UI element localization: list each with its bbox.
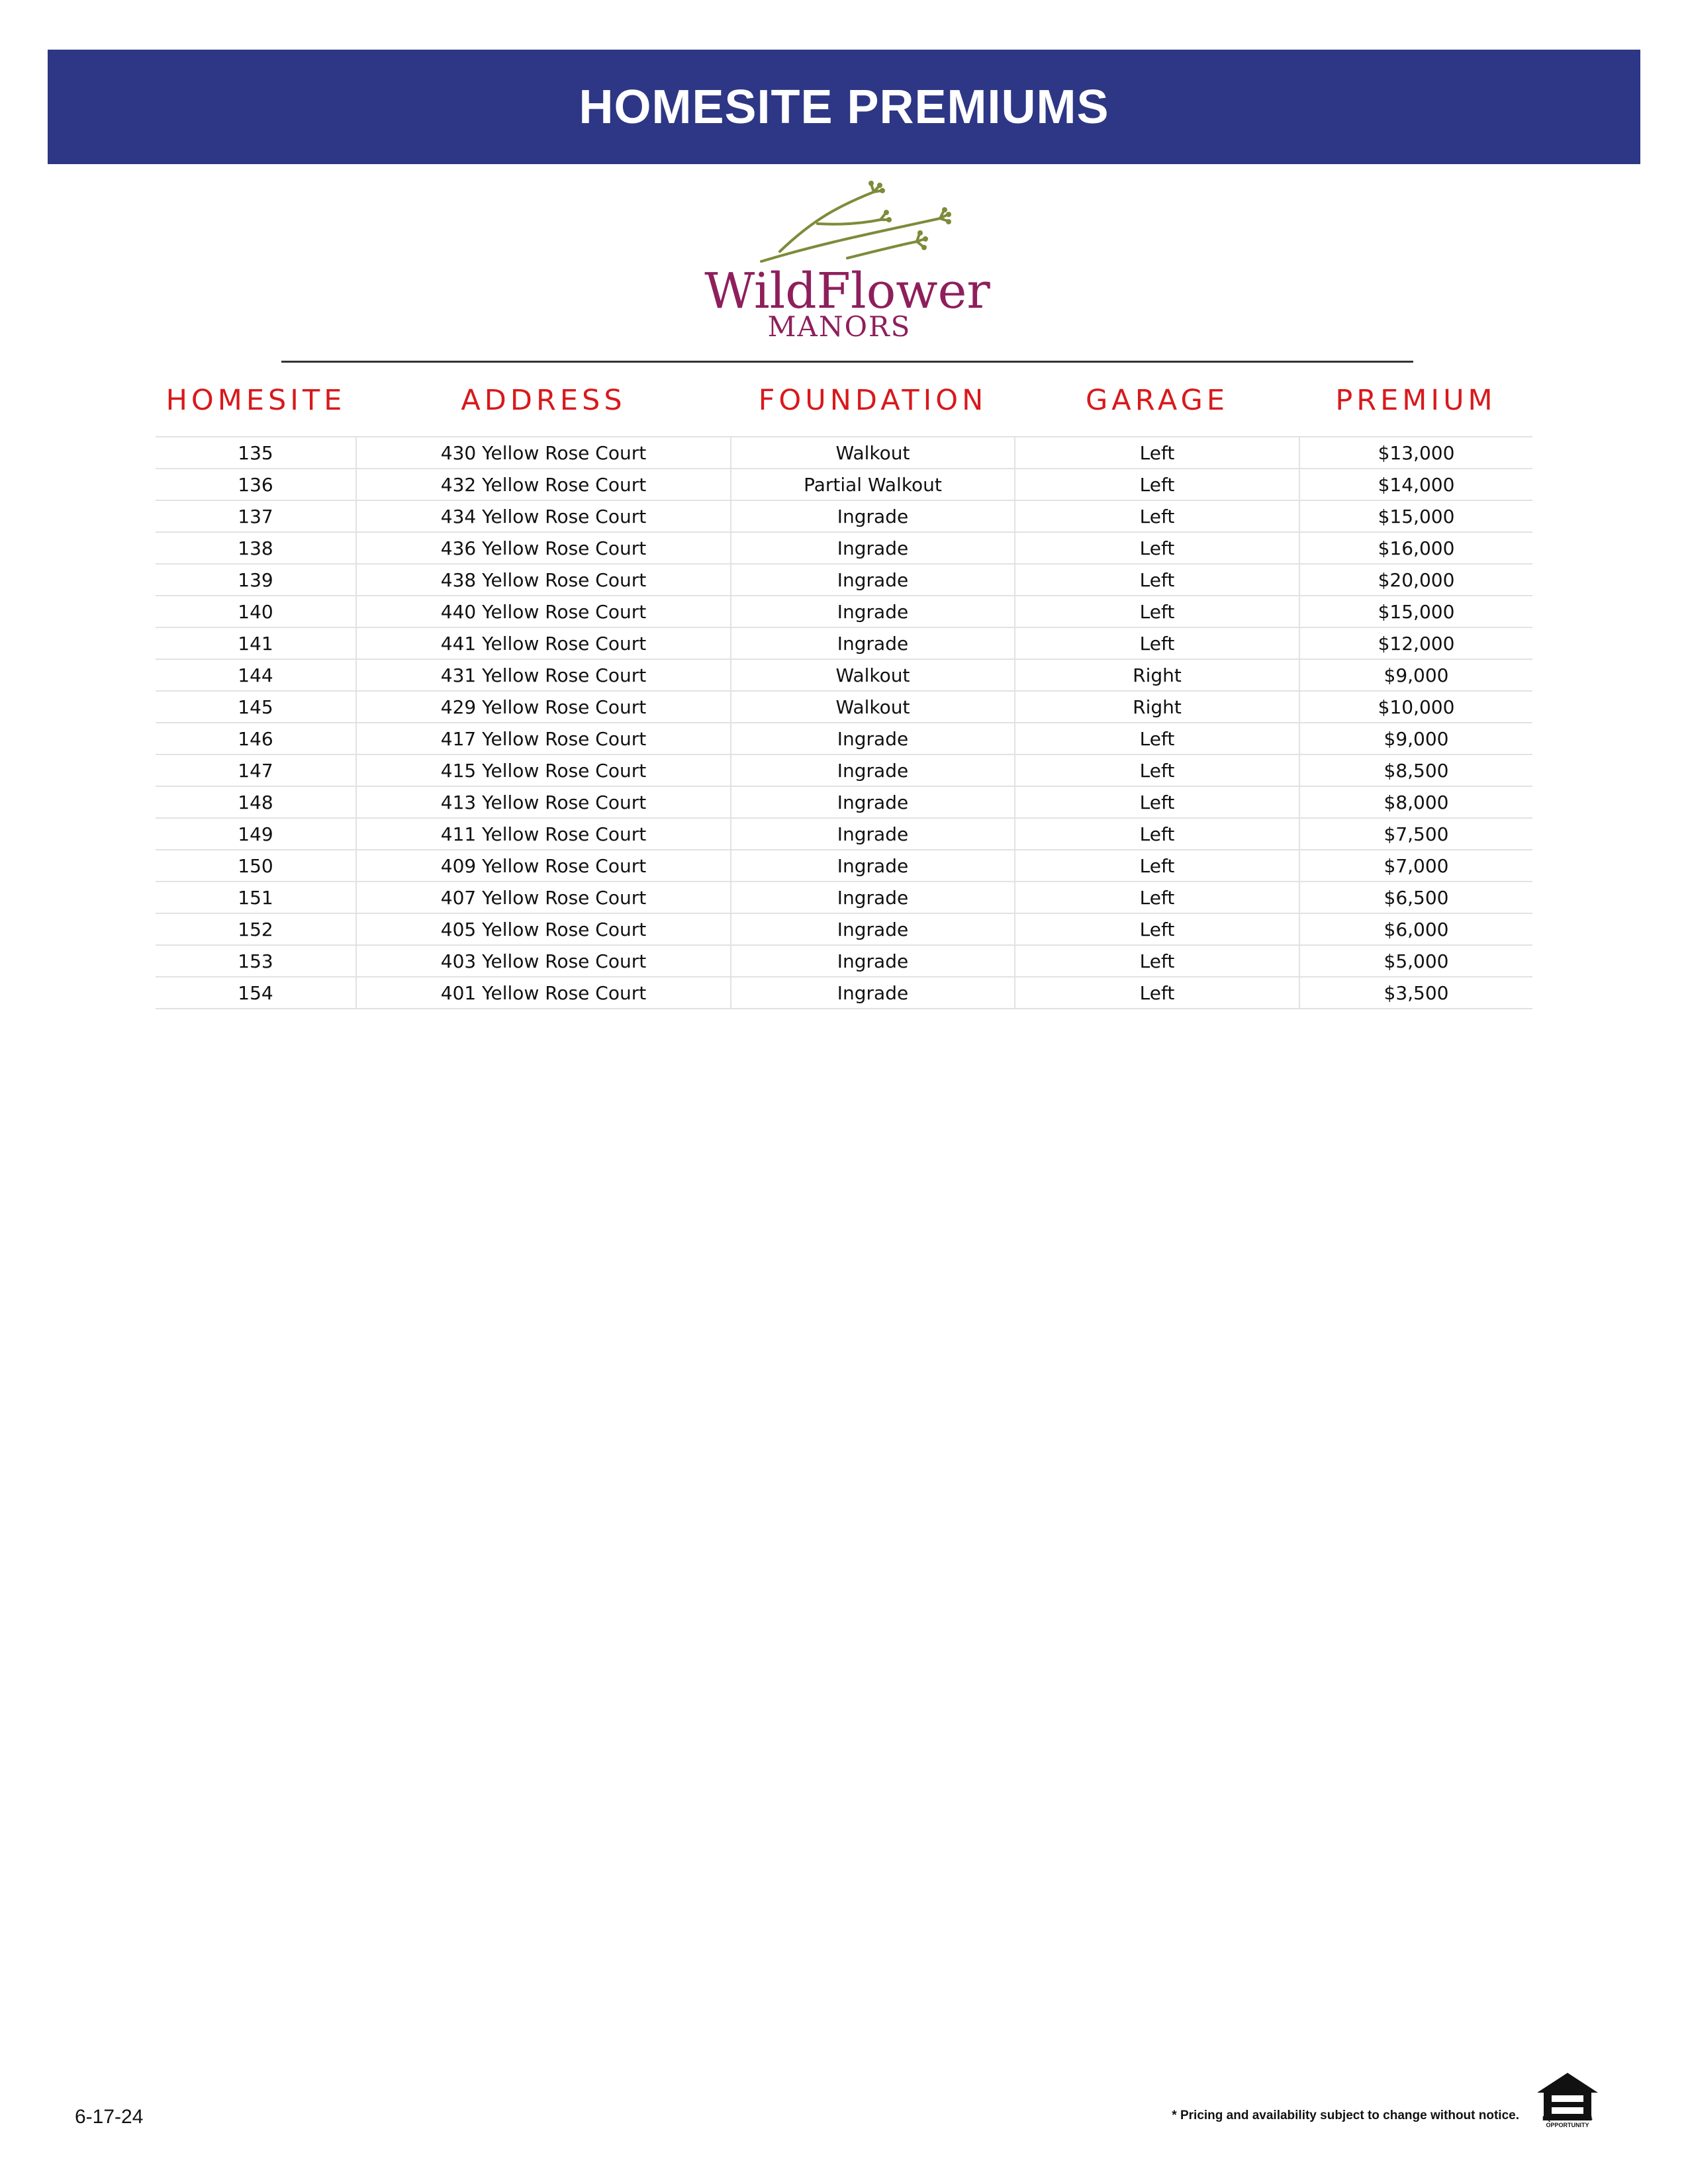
homesite-cell: 141 <box>156 627 356 659</box>
foundation-cell: Ingrade <box>731 564 1015 596</box>
table-row <box>156 500 1532 532</box>
garage-cell: Left <box>1015 564 1299 596</box>
table-row <box>156 659 1532 691</box>
address-cell: 432 Yellow Rose Court <box>356 469 731 500</box>
premium-cell: $13,000 <box>1299 437 1532 469</box>
table-row <box>156 469 1532 500</box>
homesite-cell: 146 <box>156 723 356 754</box>
foundation-cell: Walkout <box>731 691 1015 723</box>
foundation-cell: Ingrade <box>731 500 1015 532</box>
revision-date: 6-17-24 <box>75 2106 144 2128</box>
homesite-cell: 147 <box>156 754 356 786</box>
foundation-cell: Ingrade <box>731 723 1015 754</box>
foundation-cell: Ingrade <box>731 754 1015 786</box>
address-cell: 430 Yellow Rose Court <box>356 437 731 469</box>
column-headers <box>156 381 1532 420</box>
address-cell: 441 Yellow Rose Court <box>356 627 731 659</box>
garage-cell: Left <box>1015 437 1299 469</box>
homesite-cell: 149 <box>156 818 356 850</box>
address-cell: 438 Yellow Rose Court <box>356 564 731 596</box>
garage-cell: Left <box>1015 882 1299 913</box>
garage-cell: Left <box>1015 786 1299 818</box>
garage-cell: Right <box>1015 659 1299 691</box>
homesite-cell: 152 <box>156 913 356 945</box>
garage-cell: Left <box>1015 754 1299 786</box>
homesite-cell: 144 <box>156 659 356 691</box>
column-header-homesite: HOMESITE <box>165 384 346 417</box>
foundation-cell: Ingrade <box>731 977 1015 1009</box>
column-header-address: ADDRESS <box>461 384 626 417</box>
premium-cell: $9,000 <box>1299 659 1532 691</box>
address-cell: 434 Yellow Rose Court <box>356 500 731 532</box>
column-header-garage: GARAGE <box>1085 384 1229 417</box>
address-cell: 429 Yellow Rose Court <box>356 691 731 723</box>
address-cell: 409 Yellow Rose Court <box>356 850 731 882</box>
table-row <box>156 627 1532 659</box>
foundation-cell: Ingrade <box>731 786 1015 818</box>
foundation-cell: Ingrade <box>731 627 1015 659</box>
garage-cell: Left <box>1015 469 1299 500</box>
homesite-cell: 151 <box>156 882 356 913</box>
address-cell: 407 Yellow Rose Court <box>356 882 731 913</box>
foundation-cell: Ingrade <box>731 850 1015 882</box>
logo-wordmark: WildFlower <box>704 263 990 320</box>
premium-cell: $15,000 <box>1299 596 1532 627</box>
title-banner <box>48 50 1640 164</box>
homesite-cell: 150 <box>156 850 356 882</box>
garage-cell: Left <box>1015 596 1299 627</box>
table-row <box>156 913 1532 945</box>
address-cell: 413 Yellow Rose Court <box>356 786 731 818</box>
address-cell: 417 Yellow Rose Court <box>356 723 731 754</box>
table-row <box>156 723 1532 754</box>
garage-cell: Left <box>1015 532 1299 564</box>
table-row <box>156 945 1532 977</box>
foundation-cell: Ingrade <box>731 596 1015 627</box>
foundation-cell: Ingrade <box>731 945 1015 977</box>
table-row <box>156 818 1532 850</box>
premium-cell: $10,000 <box>1299 691 1532 723</box>
table-body <box>156 437 1532 1009</box>
premium-cell: $9,000 <box>1299 723 1532 754</box>
address-cell: 440 Yellow Rose Court <box>356 596 731 627</box>
address-cell: 401 Yellow Rose Court <box>356 977 731 1009</box>
table-row <box>156 754 1532 786</box>
foundation-cell: Walkout <box>731 659 1015 691</box>
column-header-premium: PREMIUM <box>1335 384 1497 417</box>
pricing-disclaimer: * Pricing and availability subject to change without notice. <box>1172 2109 1519 2122</box>
garage-cell: Left <box>1015 945 1299 977</box>
premium-cell: $7,000 <box>1299 850 1532 882</box>
premium-cell: $6,500 <box>1299 882 1532 913</box>
foundation-cell: Walkout <box>731 437 1015 469</box>
table-row <box>156 532 1532 564</box>
homesite-cell: 136 <box>156 469 356 500</box>
equal-housing-label <box>1529 2115 1606 2128</box>
equal-housing-line2: OPPORTUNITY <box>1546 2122 1589 2128</box>
table-row <box>156 977 1532 1009</box>
premium-cell: $16,000 <box>1299 532 1532 564</box>
foundation-cell: Ingrade <box>731 532 1015 564</box>
table-row <box>156 596 1532 627</box>
premium-cell: $5,000 <box>1299 945 1532 977</box>
foundation-cell: Partial Walkout <box>731 469 1015 500</box>
homesite-cell: 137 <box>156 500 356 532</box>
garage-cell: Left <box>1015 977 1299 1009</box>
divider-rule <box>281 361 1413 363</box>
foundation-cell: Ingrade <box>731 818 1015 850</box>
garage-cell: Left <box>1015 913 1299 945</box>
table-row <box>156 882 1532 913</box>
table-row <box>156 437 1532 469</box>
address-cell: 403 Yellow Rose Court <box>356 945 731 977</box>
table-row <box>156 564 1532 596</box>
premium-cell: $3,500 <box>1299 977 1532 1009</box>
premium-cell: $14,000 <box>1299 469 1532 500</box>
address-cell: 431 Yellow Rose Court <box>356 659 731 691</box>
homesite-cell: 154 <box>156 977 356 1009</box>
premium-cell: $8,500 <box>1299 754 1532 786</box>
garage-cell: Right <box>1015 691 1299 723</box>
premium-cell: $6,000 <box>1299 913 1532 945</box>
logo-subtitle: MANORS <box>767 310 912 343</box>
homesite-cell: 139 <box>156 564 356 596</box>
garage-cell: Left <box>1015 818 1299 850</box>
homesite-cell: 145 <box>156 691 356 723</box>
table-row <box>156 850 1532 882</box>
garage-cell: Left <box>1015 723 1299 754</box>
foundation-cell: Ingrade <box>731 913 1015 945</box>
page-title: HOMESITE PREMIUMS <box>579 80 1109 134</box>
table-row <box>156 786 1532 818</box>
column-header-foundation: FOUNDATION <box>758 384 988 417</box>
homesite-cell: 148 <box>156 786 356 818</box>
garage-cell: Left <box>1015 850 1299 882</box>
address-cell: 405 Yellow Rose Court <box>356 913 731 945</box>
address-cell: 436 Yellow Rose Court <box>356 532 731 564</box>
homesite-cell: 135 <box>156 437 356 469</box>
flower-stems-icon <box>761 184 948 261</box>
homesite-table <box>156 436 1532 1009</box>
premium-cell: $12,000 <box>1299 627 1532 659</box>
equal-housing-line1: EQUAL HOUSING <box>1542 2115 1593 2122</box>
premium-cell: $20,000 <box>1299 564 1532 596</box>
address-cell: 411 Yellow Rose Court <box>356 818 731 850</box>
foundation-cell: Ingrade <box>731 882 1015 913</box>
premium-cell: $7,500 <box>1299 818 1532 850</box>
premium-cell: $8,000 <box>1299 786 1532 818</box>
garage-cell: Left <box>1015 627 1299 659</box>
homesite-cell: 138 <box>156 532 356 564</box>
wildflower-manors-logo <box>662 179 1033 344</box>
garage-cell: Left <box>1015 500 1299 532</box>
premium-cell: $15,000 <box>1299 500 1532 532</box>
table-row <box>156 691 1532 723</box>
homesite-cell: 153 <box>156 945 356 977</box>
homesite-cell: 140 <box>156 596 356 627</box>
address-cell: 415 Yellow Rose Court <box>356 754 731 786</box>
